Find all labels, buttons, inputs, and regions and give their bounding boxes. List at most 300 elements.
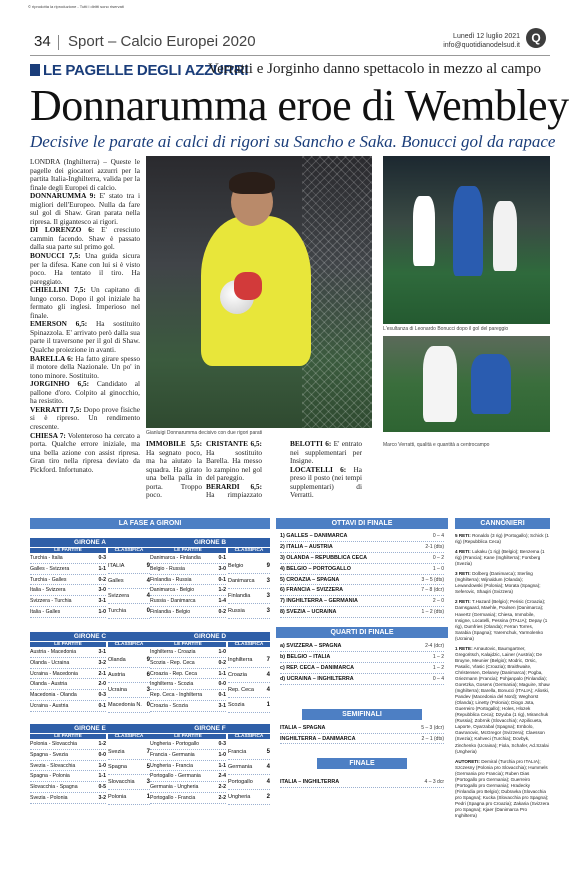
article-paragraph (206, 440, 262, 483)
knockout-match: 2) ITALIA – AUSTRIA (280, 543, 333, 550)
paragraph-text: Ha segnato poco, ma ha aiutato la squadra. Ha girato una bella palla in porta. Troppo poco. (146, 447, 202, 500)
team-name: Olanda (108, 657, 126, 663)
kicker-subtitle: Verratti e Jorginho danno spettacolo in mezzo al campo (208, 61, 541, 77)
match-teams: Ucraina - Macedonia (30, 670, 78, 677)
scorers-names: Demiral (Turchia pro ITALIA); Szczesny (Polonia pro Slovacchia); Hummels (Germania pro Francia); Ruben Dias (Portogallo pro Germania); Guerreiro (Portogallo pro Germania); Hradecky (Finlandia pro Belgio); Dubravka (Slovacchia pro Spagna); Kucka (Slovacchia pro Spagna); Pedri (Spagna pro Croazia); Zakaria (Svizzera pro Spagna); Kjaer (Danimarca Pro Inghilterra) (455, 758, 550, 819)
standings-row (228, 559, 270, 574)
match-teams: Belgio - Russia (150, 565, 185, 572)
standings-header: CLASSIFICA (108, 548, 150, 553)
knockout-score: 4 – 3 dcr (424, 779, 444, 786)
match-score: 2-4 (218, 773, 226, 780)
player-rating: EMERSON 6,5: (30, 319, 88, 329)
article-paragraph (30, 286, 140, 320)
match-score: 0-2 (218, 659, 226, 666)
knockout-match: 8) SVEZIA – UCRAINA (280, 609, 337, 616)
standings-list (108, 739, 150, 805)
paragraph-text: E' entrato nei supplementari per Insigne. (290, 440, 362, 466)
article-paragraph (290, 466, 362, 500)
match-score: 2-0 (98, 681, 106, 688)
standings-header: CLASSIFICA (228, 548, 270, 553)
standings-row (108, 668, 150, 683)
team-name: Turchia (108, 608, 127, 614)
match-row (30, 701, 106, 712)
matches-header: LE PARTITE (150, 734, 226, 739)
knockout-row (280, 663, 444, 674)
match-list (30, 647, 106, 713)
article-paragraph (30, 158, 140, 192)
match-list (30, 739, 106, 805)
team-name: Francia (228, 749, 247, 755)
contact-email[interactable]: info@quotidianodelsud.it (443, 42, 520, 49)
player-rating: DI LORENZO 6: (30, 225, 95, 235)
match-teams: Italia - Galles (30, 608, 61, 615)
match-row (30, 607, 106, 618)
match-score: 1-0 (218, 649, 226, 655)
match-row (150, 761, 226, 772)
match-teams: Austria - Macedonia (30, 649, 77, 655)
standings-row (228, 574, 270, 589)
knockout-score: 0 – 4 (432, 532, 444, 539)
ottavi-list (276, 529, 448, 618)
photo-donnarumma (146, 156, 372, 428)
match-teams: Danimarca - Finlandia (150, 555, 201, 561)
knockout-row (280, 777, 444, 788)
match-teams: Ungheria - Francia (150, 762, 193, 769)
article-paragraph (30, 355, 140, 381)
match-score: 1-1 (218, 762, 226, 769)
team-points: 7 (266, 657, 270, 663)
article-column-3 (206, 440, 262, 500)
article-paragraph (30, 380, 140, 406)
standings-row (228, 589, 270, 604)
standings-list (228, 553, 270, 619)
match-score: 3-0 (218, 565, 226, 572)
paragraph-text: Ha fatto girare spesso il motore della Nazionale. Un po' in tono minore. Sostituito. (30, 353, 140, 380)
standings-list (108, 647, 150, 713)
photo-bonucci (383, 156, 550, 324)
knockout-match: 6) FRANCIA – SVIZZERA (280, 587, 343, 594)
match-score: 1-2 (98, 741, 106, 747)
standings-row (108, 683, 150, 698)
standings-row (108, 775, 150, 790)
match-row (30, 679, 106, 690)
match-score: 1-1 (98, 565, 106, 572)
match-teams: Germania - Ungheria (150, 784, 199, 791)
match-score: 3-2 (98, 659, 106, 666)
team-points: 1 (266, 702, 270, 708)
cannonieri-title: CANNONIERI (455, 518, 550, 529)
match-score: 0-1 (218, 576, 226, 583)
scorers-paragraph (455, 533, 550, 545)
article-paragraph (30, 192, 140, 226)
match-score: 1-0 (218, 751, 226, 758)
team-points: 3 (266, 608, 270, 614)
goals-count: 5 RETI: (455, 533, 471, 538)
semi-title: SEMIFINALI (302, 709, 422, 720)
knockout-match: a) SVIZZERA – SPAGNA (280, 643, 342, 650)
match-row (150, 793, 226, 804)
knockout-score: 2 – 1 (dts) (421, 735, 444, 742)
match-score: 0-3 (98, 692, 106, 699)
match-teams: Polonia - Slovacchia (30, 741, 78, 747)
scorers-paragraph (455, 549, 550, 567)
caption-main: Gianluigi Donnarumma decisivo con due rigori parati (146, 430, 263, 436)
knockout-match: 3) OLANDA – REPUBBLICA CECA (280, 554, 368, 561)
knockout-row (280, 641, 444, 652)
goals-count: 1 RETE: (455, 645, 473, 651)
match-teams: Ucraina - Austria (30, 702, 69, 709)
standings-row (228, 653, 270, 668)
group-body (30, 739, 150, 805)
match-score: 1-1 (218, 670, 226, 677)
article-column-1 (30, 158, 140, 478)
team-name: Macedonia N. (108, 702, 142, 708)
scorers-paragraph (455, 759, 550, 819)
matches-header: LE PARTITE (30, 548, 106, 553)
team-name: Austria (108, 672, 126, 678)
match-teams: Croazia - Rep. Ceca (150, 670, 197, 677)
standings-list (228, 739, 270, 805)
team-points: 6 (146, 672, 150, 678)
match-score: 0-5 (98, 784, 106, 791)
match-score: 3-1 (98, 598, 106, 605)
standings-list (228, 647, 270, 713)
player-rating (290, 499, 362, 500)
standings-row (228, 775, 270, 790)
paragraph-text: Volenteroso ha cercato a porta. Qualche errore iniziale, ma una bella azione con assist ripresa. Gran tiro nella ripresa deviato da Pickford. Infortunato. (30, 430, 140, 474)
match-teams: Ungheria - Portogallo (150, 741, 200, 747)
match-row (30, 793, 106, 804)
knockout-score: 2-1 (dts) (425, 543, 444, 550)
group-block (30, 632, 150, 713)
standings-row (228, 698, 270, 713)
team-points: 3 (266, 578, 270, 584)
team-points: 9 (146, 657, 150, 663)
match-score: 3-1 (98, 649, 106, 655)
match-score: 2-2 (218, 794, 226, 801)
match-teams: Svizzera - Turchia (30, 598, 72, 605)
article-paragraph (30, 252, 140, 286)
paragraph-text: E' cresciuto cammin facendo. Shaw è passato dalla sua parte sul primo gol. (30, 225, 140, 252)
goals-count: 2 RETI: (455, 599, 471, 605)
scorers-paragraph (455, 599, 550, 641)
kicker: LE PAGELLE DEGLI AZZURRI (43, 62, 249, 79)
article-column-2 (146, 440, 202, 500)
standings-header: CLASSIFICA (228, 642, 270, 647)
player-figure (453, 186, 483, 276)
paragraph-text: Dopo prove fisiche si è ripreso. Un rendimento crescente. (30, 404, 140, 431)
scorers-paragraph (455, 646, 550, 755)
knockout-match: 7) INGHILTERRA – GERMANIA (280, 598, 358, 605)
match-row (30, 575, 106, 586)
group-body (150, 647, 270, 713)
group-title: GIRONE F (150, 724, 270, 733)
standings-row (108, 790, 150, 805)
team-name: Danimarca (228, 578, 255, 584)
player-rating: VERRATTI 7,5: (30, 404, 82, 414)
standings-row (108, 653, 150, 668)
group-title: GIRONE B (150, 538, 270, 547)
knockout-row (280, 575, 444, 586)
team-points: 4 (266, 779, 270, 785)
team-points: 4 (146, 593, 150, 599)
goal-net (302, 156, 372, 428)
cannonieri-list (455, 533, 550, 823)
match-row (150, 669, 226, 680)
knockout-match: ITALIA – INGHILTERRA (280, 779, 340, 786)
match-teams: Spagna - Svezia (30, 751, 69, 758)
group-block (150, 632, 270, 713)
match-teams: Italia - Svizzera (30, 587, 66, 594)
paragraph-text: Ha sostituito Spinazzola. E' arrivato però dalla sua parte il traversone per il gol di Shaw. Qualche proiezione in avanti. (30, 319, 140, 355)
match-row (30, 761, 106, 772)
header-divider (58, 35, 59, 50)
match-row (150, 553, 226, 564)
goals-count: AUTORETI: (455, 758, 480, 764)
team-points: 2 (266, 794, 270, 800)
player-rating: BELOTTI 6: (290, 440, 332, 448)
match-row (150, 771, 226, 782)
team-name: Finlandia (228, 593, 251, 599)
match-score: 0-1 (218, 692, 226, 699)
match-score: 1-2 (218, 587, 226, 594)
match-row (150, 575, 226, 586)
standings-row (228, 683, 270, 698)
glove (234, 272, 262, 300)
match-score: 3-0 (98, 587, 106, 594)
player-figure (471, 354, 511, 414)
knockout-score: 1 – 0 (432, 565, 444, 572)
scorers-names: Dolberg (Danimarca); Sterling (Inghilterra); Wijnaldum (Olanda); Lewandowski (Polonia); Morata (Spagna); Seferovic, Shaqiri (Svizzera) (455, 571, 541, 595)
paragraph-text: Un capitano di lungo corso. Dopo il gol iniziale ha fermato gli inglesi. Imperioso nel finale. (30, 285, 140, 320)
match-teams: Scozia - Rep. Ceca (150, 659, 195, 666)
match-teams: Portogallo - Germania (150, 773, 201, 780)
knockout-row (280, 723, 444, 734)
group-body (150, 739, 270, 805)
match-teams: Finlandia - Russia (150, 576, 192, 583)
match-row (30, 596, 106, 607)
match-row (30, 669, 106, 680)
knockout-row (280, 652, 444, 663)
team-name: Croazia (228, 672, 247, 678)
standings-row (228, 745, 270, 760)
scorers-paragraph (455, 571, 550, 595)
team-points: 3 (146, 687, 150, 693)
match-teams: Inghilterra - Scozia (150, 681, 194, 688)
copyright-notice: © riprodotta la riproduzione - Tutti i diritti sono riservati (28, 4, 124, 9)
knockout-score: 2-4 (dcr) (425, 643, 444, 650)
group-title: GIRONE A (30, 538, 150, 547)
article-paragraph (30, 432, 140, 475)
paragraph-text: Ha rimpiazzato (206, 490, 262, 500)
team-points: 3 (146, 779, 150, 785)
team-points: 4 (266, 672, 270, 678)
headline: Donnarumma eroe di Wembley (30, 81, 569, 130)
team-points: 1 (146, 794, 150, 800)
article-paragraph (146, 440, 202, 500)
team-points: 5 (146, 764, 150, 770)
team-name: Spagna (108, 764, 127, 770)
standings-row (228, 668, 270, 683)
player-rating: BONUCCI 7,5: (30, 251, 81, 261)
match-teams: Turchia - Italia (30, 555, 63, 561)
quarti-list (276, 638, 448, 685)
match-row (30, 771, 106, 782)
team-points: 0 (146, 702, 150, 708)
match-score: 0-2 (218, 608, 226, 615)
knockout-score: 7 – 8 (dcr) (421, 587, 444, 594)
semi-list (276, 720, 448, 745)
knockout-row (280, 734, 444, 745)
article-paragraph (30, 320, 140, 354)
match-row (30, 553, 106, 564)
match-teams: Svezia - Polonia (30, 794, 68, 801)
scorers-names: T.Hazard (Belgio); Perisic (Croazia); Damsgaard, Maehle, Poulsen (Danimarca); Havertz (Germania); Chiesa, Immobile, Insigne, Locatelli, Pessina (ITALIA); Depay (1 rig), Dumfries (Olanda); Ferran Torres, Sarabia (Spagna); Yaremchuk, Yarmolenko (Ucraina) (455, 599, 548, 641)
match-score: 2-1 (98, 670, 106, 677)
knockout-row (280, 564, 444, 575)
match-row (150, 690, 226, 701)
standings-row (228, 790, 270, 805)
photo-verratti (383, 336, 550, 432)
match-teams: Turchia - Galles (30, 576, 67, 583)
team-name: Polonia (108, 794, 127, 800)
team-name: Rep. Ceca (228, 687, 254, 693)
article-paragraph (290, 440, 362, 466)
group-body (150, 553, 270, 619)
match-row (30, 564, 106, 575)
team-name: Scozia (228, 702, 245, 708)
standings-row (108, 604, 150, 619)
standings-list (108, 553, 150, 619)
knockout-row (280, 553, 444, 564)
scorers-names: Arnautovic, Baumgartner, Gregoritsch, Kalajdzic, Lainer (Austria); De Bruyne, Meunier (Belgio); Modric, Orsic, Pasalic, Vlasic (Croazia); Braithwaite, Christensen, Delaney (Danimarca); Pogba, Griezmann (Francia); Pohjanpalo (Finlandia); Goretzka, Gosens (Germania); Maguire, Shaw (Inghilterra); Barella, Bonucci (ITALIA); Alioski, Pandev (Macedonia del Nord); Weghorst (Olanda); Linetty (Polonia); Diogo Jota, Guerreiro (Portogallo); Holes, Hlozek (Repubblica Ceca); Dzyuba (1 rig), Miranchuk (Russia); Zobrnik (Slovacchia); Azpilicueta, Laporte, Oyarzabal (Spagna); Embolo, Gavranovic, McGregor (Svizzera); Claesson (Svezia); Kahveci (Turchia); Dovbyk, Zinchenko (Ucraina); Fiola, Schafer, Ad.Szalai (Ungheria) (455, 645, 550, 754)
group-title: GIRONE E (30, 724, 150, 733)
team-points: 7 (146, 749, 150, 755)
knockout-match: 4) BELGIO – PORTOGALLO (280, 565, 351, 572)
match-teams: Svezia - Slovacchia (30, 762, 76, 769)
team-name: Svezia (108, 749, 125, 755)
team-points: 4 (266, 764, 270, 770)
knockout-match: c) REP. CECA – DANIMARCA (280, 664, 354, 671)
match-teams: Finlandia - Belgio (150, 608, 191, 615)
knockout-score: 5 – 3 (dcr) (421, 724, 444, 731)
match-row (30, 585, 106, 596)
player-rating: BARELLA 6: (30, 353, 74, 363)
player-figure (493, 201, 517, 271)
match-teams: Macedonia - Olanda (30, 692, 77, 699)
team-name: Inghilterra (228, 657, 253, 663)
match-score: 1-0 (98, 608, 106, 615)
knockout-score: 0 – 4 (432, 675, 444, 682)
team-name: ITALIA (108, 563, 125, 569)
standings-row (108, 760, 150, 775)
matches-header: LE PARTITE (30, 642, 106, 647)
group-block (30, 538, 150, 619)
team-name: Ungheria (228, 794, 251, 800)
match-teams: Russia - Danimarca (150, 598, 196, 605)
team-name: Belgio (228, 563, 244, 569)
knockout-score: 1 – 2 (432, 653, 444, 660)
matches-header: LE PARTITE (150, 642, 226, 647)
team-name: Galles (108, 578, 124, 584)
match-teams: Rep. Ceca - Inghilterra (150, 692, 203, 699)
paragraph-text: Ha sostituito Barella. Ha messo lo zampino nel gol del pareggio. (206, 447, 262, 483)
standings-row (108, 559, 150, 574)
match-score: 0-1 (98, 702, 106, 709)
match-score: 2-2 (218, 784, 226, 791)
match-score: 3-1 (218, 702, 226, 709)
match-row (150, 739, 226, 750)
article-paragraph (30, 406, 140, 432)
section-title: Sport – Calcio Europei 2020 (68, 33, 256, 50)
paragraph-text: LONDRA (Inghilterra) – Queste le pagelle dei giocatori azzurri per la partita Italia-Inghilterra, valida per la finale degli Europei di calcio. (30, 158, 140, 192)
match-teams: Portogallo - Francia (150, 794, 196, 801)
standings-header: CLASSIFICA (108, 734, 150, 739)
knockout-match: 5) CROAZIA – SPAGNA (280, 576, 340, 583)
match-row (150, 585, 226, 596)
goals-count: 4 RETI: (455, 549, 471, 555)
header-rule (30, 55, 550, 56)
standings-row (108, 698, 150, 713)
player-rating: DONNARUMMA 9: (30, 191, 96, 201)
team-points: 0 (146, 608, 150, 614)
match-score: 1-0 (98, 762, 106, 769)
match-score: 1-4 (218, 598, 226, 605)
kicker-bar (30, 64, 40, 76)
page-number: 34 (34, 33, 51, 50)
player-rating: CRISTANTE 6,5: (206, 440, 262, 448)
match-teams: Danimarca - Belgio (150, 587, 195, 594)
match-list (150, 739, 226, 805)
group-block (150, 538, 270, 619)
newspaper-logo-icon: Q (526, 28, 546, 48)
standings-header: CLASSIFICA (108, 642, 150, 647)
player-figure (423, 346, 457, 422)
standings-row (108, 574, 150, 589)
knockout-row (280, 585, 444, 596)
match-row (30, 690, 106, 701)
scorers-names: Ronaldo (3 rig) (Portogallo); Schick (1 rig) (Repubblica Ceca) (455, 533, 549, 545)
group-title: GIRONE D (150, 632, 270, 641)
group-body (30, 553, 150, 619)
match-score: 3-2 (98, 794, 106, 801)
match-teams: Galles - Svizzera (30, 565, 70, 572)
article-paragraph (206, 483, 262, 500)
finale-list (276, 769, 448, 788)
finale-title: FINALE (317, 758, 407, 769)
match-list (150, 553, 226, 619)
gironi-title: LA FASE A GIRONI (30, 518, 270, 529)
team-points: 4 (146, 578, 150, 584)
paragraph-text: Ha preso il posto (nei tempi supplementari) di Verratti. (290, 464, 362, 500)
team-name: Ucraina (108, 687, 127, 693)
match-row (150, 564, 226, 575)
team-name: Svizzera (108, 593, 130, 599)
knockout-match: b) BELGIO – ITALIA (280, 653, 331, 660)
knockout-row (280, 531, 444, 542)
team-points: 9 (266, 563, 270, 569)
scorers-names: Lukaku (1 rig) (Belgio); Benzema (1 rig) (Francia); Kane (Inghilterra); Forsberg (Svezia) (455, 549, 545, 567)
article-column-4 (290, 440, 362, 500)
standings-row (108, 745, 150, 760)
player-rating (146, 499, 190, 500)
team-name: Slovacchia (108, 779, 135, 785)
knockout-row (280, 596, 444, 607)
knockout-match: INGHILTERRA – DANIMARCA (280, 735, 356, 742)
match-row (30, 739, 106, 750)
match-row (150, 679, 226, 690)
match-teams: Croazia - Scozia (150, 702, 189, 709)
